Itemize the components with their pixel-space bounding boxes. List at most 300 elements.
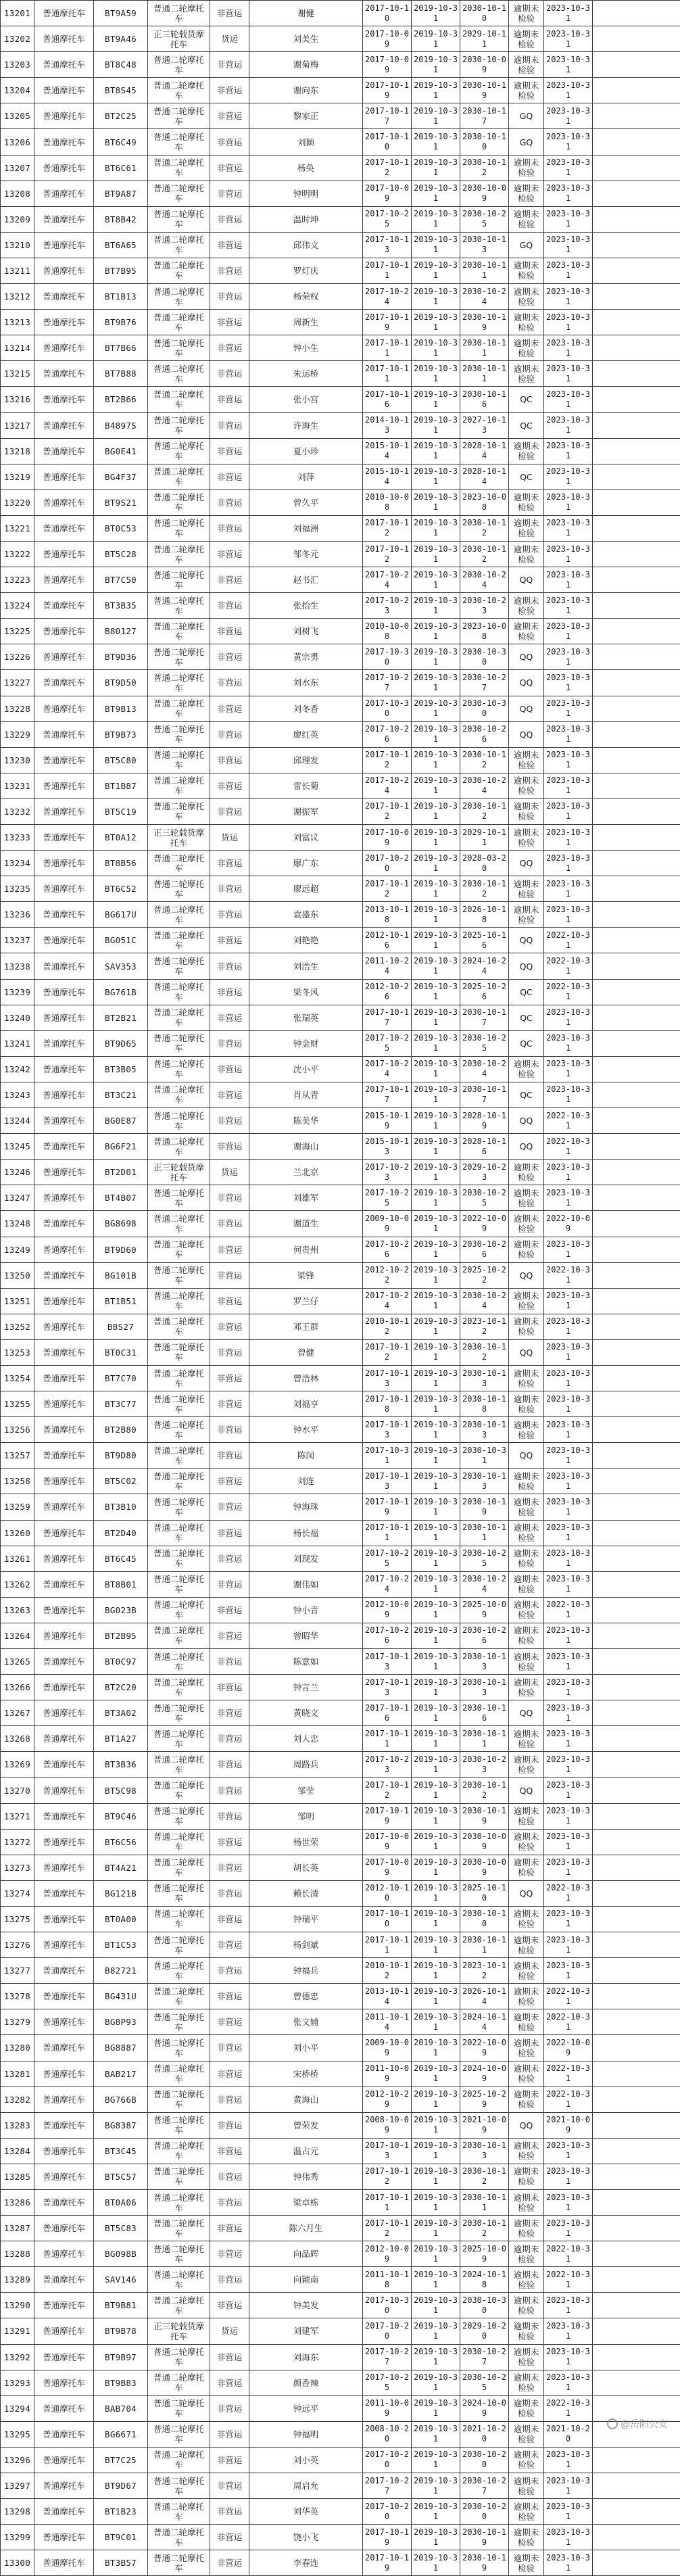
status: QQ [509, 670, 544, 696]
vehicle-category: 普通二轮摩托车 [148, 1339, 210, 1365]
registration-date: 2017-10-25 [363, 1030, 412, 1056]
owner-name: 陈意如 [249, 1649, 363, 1675]
usage-type: 非营运 [210, 1288, 249, 1314]
scrap-date: 2030-10-25 [460, 1185, 509, 1211]
usage-type: 非营运 [210, 438, 249, 464]
row-number: 13211 [1, 258, 34, 283]
plate-number: BT8C48 [94, 52, 148, 78]
vehicle-category: 普通二轮摩托车 [148, 851, 210, 876]
plate-number: BT1B87 [94, 773, 148, 798]
blank-cell [593, 1443, 680, 1469]
scrap-date: 2030-10-16 [460, 1700, 509, 1726]
status: 逾期未检验 [509, 1, 544, 26]
owner-name: 沈小平 [249, 1056, 363, 1082]
plate-number: BT2D01 [94, 1160, 148, 1185]
blank-cell [593, 1134, 680, 1160]
status: 逾期未检验 [509, 2318, 544, 2344]
registration-date: 2017-10-12 [363, 2164, 412, 2189]
scrap-date: 2030-10-25 [460, 1030, 509, 1056]
owner-name: 罗兰仔 [249, 1288, 363, 1314]
inspection-date: 2019-10-31 [412, 387, 460, 412]
table-row [1, 181, 680, 206]
usage-type: 非营运 [210, 490, 249, 515]
blank-cell [593, 1752, 680, 1778]
usage-type: 非营运 [210, 2344, 249, 2370]
vehicle-type: 普通摩托车 [34, 2395, 94, 2421]
vehicle-category: 普通二轮摩托车 [148, 541, 210, 567]
plate-number: B82721 [94, 1958, 148, 1984]
row-number: 13237 [1, 928, 34, 953]
blank-cell [593, 310, 680, 335]
owner-name: 陈闵 [249, 1443, 363, 1469]
vehicle-category: 普通二轮摩托车 [148, 1906, 210, 1932]
owner-name: 赵书汇 [249, 567, 363, 593]
row-number: 13286 [1, 2189, 34, 2215]
table-row [1, 284, 680, 310]
vehicle-category: 普通二轮摩托车 [148, 1623, 210, 1648]
usage-type: 非营运 [210, 129, 249, 155]
registration-date: 2017-10-13 [363, 232, 412, 258]
plate-number: BT9B83 [94, 2370, 148, 2395]
vehicle-type: 普通摩托车 [34, 1469, 94, 1494]
inspection-date: 2019-10-31 [412, 2421, 460, 2447]
usage-type: 非营运 [210, 1365, 249, 1391]
owner-name: 曾荣发 [249, 2112, 363, 2138]
usage-type: 非营运 [210, 2009, 249, 2035]
scrap-date: 2030-10-09 [460, 1829, 509, 1855]
status: 逾期未检验 [509, 2035, 544, 2061]
registration-date: 2017-10-23 [363, 593, 412, 619]
row-number: 13221 [1, 515, 34, 541]
row-number: 13259 [1, 1494, 34, 1520]
table-row [1, 619, 680, 644]
expiry-date: 2023-10-31 [544, 619, 593, 644]
row-number: 13269 [1, 1752, 34, 1778]
expiry-date: 2021-10-09 [544, 2112, 593, 2138]
vehicle-category: 普通二轮摩托车 [148, 2421, 210, 2447]
usage-type: 非营运 [210, 2473, 249, 2499]
vehicle-type: 普通摩托车 [34, 1520, 94, 1546]
owner-name: 钟福明 [249, 2421, 363, 2447]
vehicle-type: 普通摩托车 [34, 2293, 94, 2318]
table-row [1, 1211, 680, 1237]
inspection-date: 2019-10-31 [412, 284, 460, 310]
vehicle-category: 普通二轮摩托车 [148, 387, 210, 412]
blank-cell [593, 2009, 680, 2035]
plate-number: BT9C46 [94, 1803, 148, 1829]
vehicle-type: 普通摩托车 [34, 541, 94, 567]
vehicle-type: 普通摩托车 [34, 1726, 94, 1752]
row-number: 13293 [1, 2370, 34, 2395]
expiry-date: 2023-10-31 [544, 1469, 593, 1494]
blank-cell [593, 1623, 680, 1648]
owner-name: 钟海珠 [249, 1494, 363, 1520]
vehicle-category: 正三轮载货摩托车 [148, 26, 210, 52]
inspection-date: 2019-10-31 [412, 1778, 460, 1803]
expiry-date: 2023-10-31 [544, 1417, 593, 1443]
table-body [1, 1, 680, 2576]
inspection-date: 2019-10-31 [412, 1932, 460, 1958]
blank-cell [593, 284, 680, 310]
scrap-date: 2030-10-11 [460, 258, 509, 283]
status: 逾期未检验 [509, 1623, 544, 1648]
plate-number: B4897S [94, 412, 148, 438]
vehicle-type: 普通摩托车 [34, 1778, 94, 1803]
status: 逾期未检验 [509, 2550, 544, 2576]
table-row [1, 1134, 680, 1160]
status: QQ [509, 696, 544, 721]
scrap-date: 2030-10-09 [460, 181, 509, 206]
scrap-date: 2022-10-09 [460, 2035, 509, 2061]
status: 逾期未检验 [509, 1520, 544, 1546]
vehicle-category: 普通二轮摩托车 [148, 1262, 210, 1288]
scrap-date: 2030-10-12 [460, 798, 509, 824]
registration-date: 2017-10-30 [363, 644, 412, 670]
owner-name: 雷长菊 [249, 773, 363, 798]
vehicle-type: 普通摩托车 [34, 1365, 94, 1391]
blank-cell [593, 1984, 680, 2009]
registration-date: 2017-10-13 [363, 1365, 412, 1391]
usage-type: 非营运 [210, 1056, 249, 1082]
expiry-date: 2023-10-31 [544, 26, 593, 52]
registration-date: 2010-10-08 [363, 490, 412, 515]
inspection-date: 2019-10-31 [412, 773, 460, 798]
vehicle-type: 普通摩托车 [34, 2241, 94, 2267]
blank-cell [593, 26, 680, 52]
blank-cell [593, 1469, 680, 1494]
owner-name: 陈美华 [249, 1108, 363, 1134]
scrap-date: 2030-10-13 [460, 232, 509, 258]
vehicle-category: 普通二轮摩托车 [148, 2447, 210, 2473]
vehicle-category: 普通二轮摩托车 [148, 1494, 210, 1520]
status: 逾期未检验 [509, 1906, 544, 1932]
blank-cell [593, 515, 680, 541]
table-row [1, 2086, 680, 2112]
table-row [1, 258, 680, 283]
vehicle-category: 普通二轮摩托车 [148, 412, 210, 438]
status: 逾期未检验 [509, 1391, 544, 1417]
usage-type: 非营运 [210, 1855, 249, 1880]
vehicle-category: 普通二轮摩托车 [148, 78, 210, 103]
row-number: 13242 [1, 1056, 34, 1082]
registration-date: 2017-10-09 [363, 26, 412, 52]
usage-type: 非营运 [210, 928, 249, 953]
row-number: 13284 [1, 2138, 34, 2164]
plate-number: BG431U [94, 1984, 148, 2009]
registration-date: 2017-10-24 [363, 1571, 412, 1597]
registration-date: 2008-10-09 [363, 2112, 412, 2138]
usage-type: 非营运 [210, 902, 249, 928]
blank-cell [593, 1, 680, 26]
vehicle-type: 普通摩托车 [34, 1262, 94, 1288]
table-row [1, 1469, 680, 1494]
table-row [1, 2421, 680, 2447]
expiry-date: 2023-10-31 [544, 1237, 593, 1262]
inspection-date: 2019-10-31 [412, 1494, 460, 1520]
expiry-date: 2022-10-31 [544, 2241, 593, 2267]
vehicle-category: 普通二轮摩托车 [148, 2550, 210, 2576]
inspection-date: 2019-10-31 [412, 52, 460, 78]
expiry-date: 2023-10-31 [544, 490, 593, 515]
owner-name: 钟瑞平 [249, 1906, 363, 1932]
usage-type: 非营运 [210, 1185, 249, 1211]
scrap-date: 2030-10-25 [460, 2370, 509, 2395]
inspection-date: 2019-10-31 [412, 1314, 460, 1339]
plate-number: BT9D65 [94, 1030, 148, 1056]
vehicle-type: 普通摩托车 [34, 928, 94, 953]
blank-cell [593, 412, 680, 438]
registration-date: 2017-10-11 [363, 1726, 412, 1752]
expiry-date: 2023-10-31 [544, 1906, 593, 1932]
registration-date: 2013-10-18 [363, 902, 412, 928]
registration-date: 2017-10-19 [363, 1494, 412, 1520]
usage-type: 非营运 [210, 2267, 249, 2293]
blank-cell [593, 619, 680, 644]
expiry-date: 2023-10-31 [544, 515, 593, 541]
registration-date: 2017-10-11 [363, 258, 412, 283]
table-row [1, 1237, 680, 1262]
registration-date: 2017-10-12 [363, 155, 412, 181]
vehicle-category: 普通二轮摩托车 [148, 619, 210, 644]
inspection-date: 2019-10-31 [412, 2473, 460, 2499]
vehicle-type: 普通摩托车 [34, 2086, 94, 2112]
status: QQ [509, 1443, 544, 1469]
usage-type: 非营运 [210, 2112, 249, 2138]
scrap-date: 2026-10-14 [460, 1984, 509, 2009]
table-row [1, 2318, 680, 2344]
owner-name: 刘萍 [249, 464, 363, 490]
vehicle-type: 普通摩托车 [34, 2447, 94, 2473]
blank-cell [593, 593, 680, 619]
plate-number: BT3B57 [94, 2550, 148, 2576]
usage-type: 非营运 [210, 2421, 249, 2447]
expiry-date: 2023-10-31 [544, 567, 593, 593]
vehicle-category: 普通二轮摩托车 [148, 181, 210, 206]
scrap-date: 2026-10-18 [460, 902, 509, 928]
expiry-date: 2022-10-09 [544, 1211, 593, 1237]
expiry-date: 2023-10-31 [544, 2216, 593, 2241]
vehicle-category: 普通二轮摩托车 [148, 361, 210, 387]
vehicle-category: 普通二轮摩托车 [148, 1932, 210, 1958]
registration-date: 2011-10-14 [363, 2009, 412, 2035]
usage-type: 非营运 [210, 2370, 249, 2395]
vehicle-type: 普通摩托车 [34, 232, 94, 258]
usage-type: 非营运 [210, 2525, 249, 2550]
inspection-date: 2019-10-31 [412, 1365, 460, 1391]
owner-name: 刘树飞 [249, 619, 363, 644]
plate-number: BT0C53 [94, 515, 148, 541]
table-row [1, 696, 680, 721]
owner-name: 刘连 [249, 1469, 363, 1494]
blank-cell [593, 181, 680, 206]
blank-cell [593, 1597, 680, 1623]
table-row [1, 515, 680, 541]
vehicle-type: 普通摩托车 [34, 2370, 94, 2395]
registration-date: 2017-10-19 [363, 1803, 412, 1829]
inspection-date: 2019-10-31 [412, 181, 460, 206]
expiry-date: 2023-10-31 [544, 1339, 593, 1365]
inspection-date: 2019-10-31 [412, 2216, 460, 2241]
blank-cell [593, 567, 680, 593]
table-row [1, 773, 680, 798]
table-row [1, 1443, 680, 1469]
blank-cell [593, 1855, 680, 1880]
usage-type: 非营运 [210, 232, 249, 258]
registration-date: 2017-10-11 [363, 335, 412, 361]
expiry-date: 2022-10-31 [544, 2061, 593, 2086]
vehicle-category: 普通二轮摩托车 [148, 644, 210, 670]
owner-name: 刘建军 [249, 2318, 363, 2344]
row-number: 13218 [1, 438, 34, 464]
owner-name: 张抬生 [249, 593, 363, 619]
plate-number: BT2C20 [94, 1675, 148, 1700]
registration-date: 2017-10-17 [363, 103, 412, 129]
inspection-date: 2019-10-31 [412, 2112, 460, 2138]
expiry-date: 2023-10-31 [544, 1, 593, 26]
scrap-date: 2030-10-27 [460, 670, 509, 696]
inspection-date: 2019-10-31 [412, 1262, 460, 1288]
blank-cell [593, 979, 680, 1005]
usage-type: 非营运 [210, 2216, 249, 2241]
plate-number: BG101B [94, 1262, 148, 1288]
scrap-date: 2028-10-16 [460, 1134, 509, 1160]
plate-number: BT8B42 [94, 206, 148, 232]
status: 逾期未检验 [509, 773, 544, 798]
vehicle-type: 普通摩托车 [34, 773, 94, 798]
scrap-date: 2024-10-09 [460, 2395, 509, 2421]
vehicle-type: 普通摩托车 [34, 619, 94, 644]
usage-type: 非营运 [210, 1932, 249, 1958]
scrap-date: 2030-10-24 [460, 284, 509, 310]
vehicle-category: 普通二轮摩托车 [148, 2035, 210, 2061]
plate-number: BT2B66 [94, 387, 148, 412]
vehicle-type: 普通摩托车 [34, 1339, 94, 1365]
row-number: 13287 [1, 2216, 34, 2241]
inspection-date: 2019-10-31 [412, 2293, 460, 2318]
usage-type: 非营运 [210, 2189, 249, 2215]
inspection-date: 2019-10-31 [412, 1185, 460, 1211]
table-row [1, 1160, 680, 1185]
inspection-date: 2019-10-31 [412, 2318, 460, 2344]
inspection-date: 2019-10-31 [412, 1984, 460, 2009]
status: QQ [509, 2112, 544, 2138]
vehicle-type: 普通摩托车 [34, 1237, 94, 1262]
owner-name: 曾德忠 [249, 1984, 363, 2009]
registration-date: 2017-10-19 [363, 2525, 412, 2550]
table-row [1, 876, 680, 902]
usage-type: 非营运 [210, 1958, 249, 1984]
blank-cell [593, 2293, 680, 2318]
vehicle-category: 普通二轮摩托车 [148, 515, 210, 541]
usage-type: 非营运 [210, 310, 249, 335]
blank-cell [593, 1520, 680, 1546]
plate-number: BT0A06 [94, 2189, 148, 2215]
usage-type: 非营运 [210, 1082, 249, 1107]
registration-date: 2017-10-16 [363, 387, 412, 412]
inspection-date: 2019-10-31 [412, 1855, 460, 1880]
vehicle-type: 普通摩托车 [34, 1, 94, 26]
row-number: 13289 [1, 2267, 34, 2293]
vehicle-type: 普通摩托车 [34, 2318, 94, 2344]
row-number: 13241 [1, 1030, 34, 1056]
status: 逾期未检验 [509, 1597, 544, 1623]
owner-name: 钟明明 [249, 181, 363, 206]
vehicle-type: 普通摩托车 [34, 876, 94, 902]
plate-number: BT1C53 [94, 1932, 148, 1958]
vehicle-category: 普通二轮摩托车 [148, 206, 210, 232]
registration-date: 2012-10-10 [363, 1880, 412, 1906]
status: QC [509, 387, 544, 412]
expiry-date: 2023-10-31 [544, 670, 593, 696]
registration-date: 2010-10-12 [363, 1958, 412, 1984]
scrap-date: 2030-10-13 [460, 2138, 509, 2164]
table-row [1, 1855, 680, 1880]
status: 逾期未检验 [509, 2499, 544, 2525]
row-number: 13240 [1, 1005, 34, 1030]
vehicle-category: 普通二轮摩托车 [148, 310, 210, 335]
vehicle-type: 普通摩托车 [34, 747, 94, 773]
vehicle-category: 普通二轮摩托车 [148, 876, 210, 902]
row-number: 13232 [1, 798, 34, 824]
owner-name: 夏小珍 [249, 438, 363, 464]
row-number: 13228 [1, 696, 34, 721]
vehicle-type: 普通摩托车 [34, 1906, 94, 1932]
expiry-date: 2023-10-31 [544, 310, 593, 335]
owner-name: 邱伟文 [249, 232, 363, 258]
expiry-date: 2023-10-31 [544, 1803, 593, 1829]
row-number: 13224 [1, 593, 34, 619]
plate-number: BT9B76 [94, 310, 148, 335]
usage-type: 非营运 [210, 1005, 249, 1030]
registration-date: 2010-10-08 [363, 619, 412, 644]
status: 逾期未检验 [509, 1185, 544, 1211]
plate-number: BT2D40 [94, 1520, 148, 1546]
registration-date: 2017-10-16 [363, 1700, 412, 1726]
expiry-date: 2023-10-31 [544, 2499, 593, 2525]
plate-number: BT7B88 [94, 361, 148, 387]
vehicle-category: 普通二轮摩托车 [148, 52, 210, 78]
row-number: 13273 [1, 1855, 34, 1880]
vehicle-type: 普通摩托车 [34, 78, 94, 103]
vehicle-category: 普通二轮摩托车 [148, 1469, 210, 1494]
blank-cell [593, 1906, 680, 1932]
registration-date: 2017-10-27 [363, 2473, 412, 2499]
registration-date: 2011-10-18 [363, 2267, 412, 2293]
status: 逾期未检验 [509, 1056, 544, 1082]
status: 逾期未检验 [509, 2061, 544, 2086]
blank-cell [593, 902, 680, 928]
owner-name: 谢健 [249, 1, 363, 26]
inspection-date: 2019-10-31 [412, 361, 460, 387]
status: 逾期未检验 [509, 438, 544, 464]
usage-type: 非营运 [210, 1880, 249, 1906]
blank-cell [593, 851, 680, 876]
scrap-date: 2030-10-25 [460, 1546, 509, 1571]
blank-cell [593, 2318, 680, 2344]
table-row [1, 1288, 680, 1314]
plate-number: B80127 [94, 619, 148, 644]
table-row [1, 206, 680, 232]
inspection-date: 2019-10-31 [412, 2241, 460, 2267]
vehicle-type: 普通摩托车 [34, 2189, 94, 2215]
table-row [1, 1623, 680, 1648]
expiry-date: 2023-10-31 [544, 1855, 593, 1880]
row-number: 13219 [1, 464, 34, 490]
owner-name: 刘小英 [249, 2447, 363, 2473]
inspection-date: 2019-10-31 [412, 1391, 460, 1417]
vehicle-type: 普通摩托车 [34, 2112, 94, 2138]
vehicle-category: 普通二轮摩托车 [148, 438, 210, 464]
